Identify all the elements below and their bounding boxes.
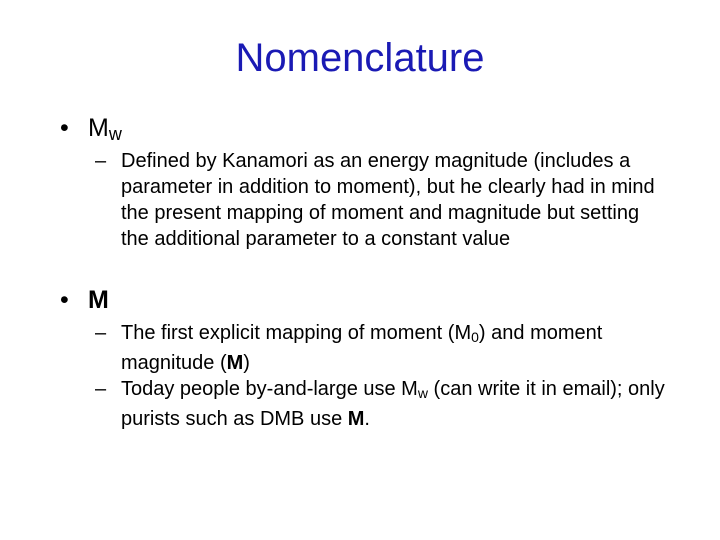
mw-definition-text: Defined by Kanamori as an energy magnitude (includes a parameter in addition to moment), but he clearly had in mind the present mapping of moment and magnitude but setting the additional parameter to a constant value (121, 150, 655, 250)
dash-marker: – (95, 150, 107, 172)
list-item (95, 320, 665, 376)
bullet-m-symbol: M (88, 286, 109, 314)
text-part: ) and moment magnitude ( (121, 322, 603, 374)
bullet-dot: • (60, 286, 69, 314)
text-part: ) (243, 352, 250, 374)
bold-symbol: M (226, 352, 244, 374)
subscript: 0 (471, 329, 479, 345)
bullet-mw-symbol: M (88, 114, 109, 142)
m-sub-list (95, 320, 665, 432)
dash-marker: – (95, 322, 107, 344)
bullet-m (60, 285, 109, 315)
list-item (95, 376, 665, 432)
text-part: . (364, 408, 370, 430)
text-part: The first explicit mapping of moment (M (121, 322, 472, 344)
list-item (95, 148, 665, 252)
bullet-mw-subscript: w (108, 124, 122, 144)
bold-symbol: M (347, 408, 365, 430)
bullet-mw (60, 113, 122, 149)
dash-marker: – (95, 378, 107, 400)
slide-title: Nomenclature (235, 36, 485, 80)
text-part: (can write it in email); only purists such as DMB use (121, 378, 665, 430)
text-part: Today people by-and-large use M (121, 378, 418, 400)
subscript: w (417, 385, 428, 401)
mw-sub-list (95, 148, 665, 252)
bullet-dot: • (60, 114, 69, 142)
